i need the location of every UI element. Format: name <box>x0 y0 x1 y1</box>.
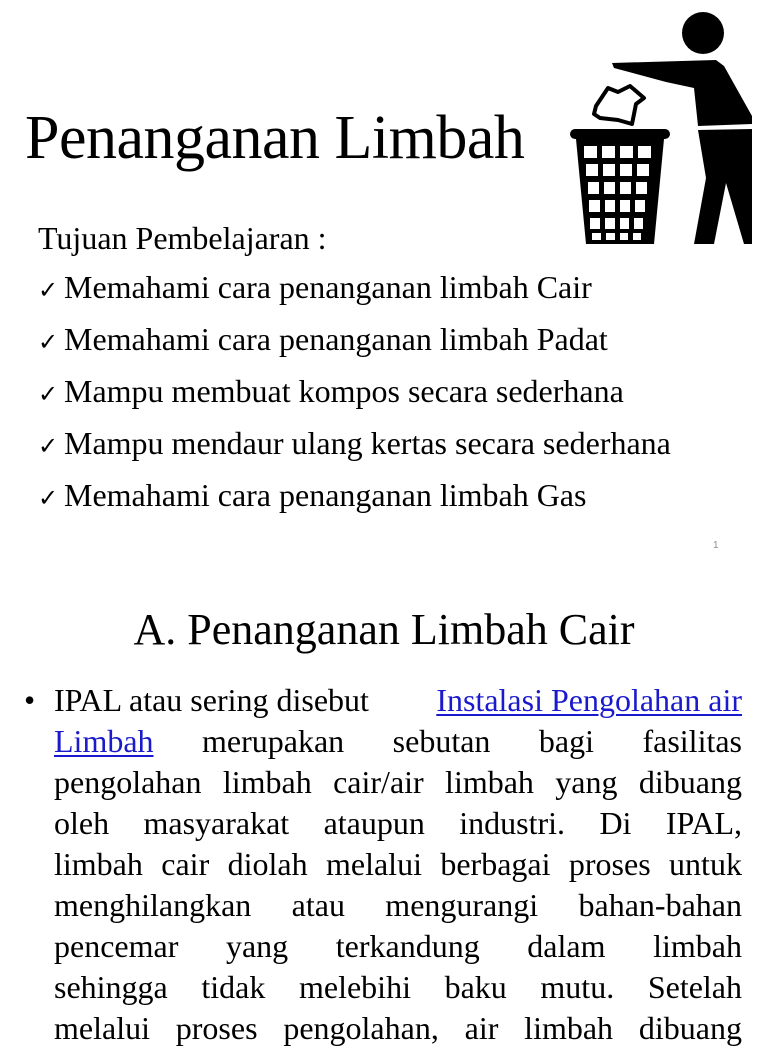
checkmark-icon: ✓ <box>38 328 59 356</box>
word: sebutan <box>392 723 491 759</box>
objective-text: Memahami cara penanganan limbah Padat <box>64 321 608 357</box>
word: melebihi <box>298 969 411 1005</box>
checkmark-icon: ✓ <box>38 380 59 408</box>
word: pengolahan, <box>283 1010 439 1046</box>
word: mengurangi <box>385 887 539 923</box>
word: Di <box>599 805 632 841</box>
paragraph-line <box>54 967 742 1008</box>
word: ataupun <box>323 805 425 841</box>
ipal-link[interactable]: Instalasi Pengolahan air <box>436 682 742 718</box>
objective-text: Memahami cara penanganan limbah Gas <box>64 477 587 513</box>
objective-text: Memahami cara penanganan limbah Cair <box>64 269 592 305</box>
paragraph-line <box>54 762 742 803</box>
word: dibuang <box>638 1010 742 1046</box>
checkmark-icon: ✓ <box>38 484 59 512</box>
word: dibuang <box>638 764 742 800</box>
word: IPAL, <box>665 805 742 841</box>
learning-objectives <box>38 214 671 523</box>
paragraph-line <box>54 680 742 721</box>
word: diolah <box>227 846 308 882</box>
slide-title: Penanganan Limbah <box>25 104 525 172</box>
objective-text: Mampu membuat kompos secara sederhana <box>64 373 624 409</box>
section-title: A. Penanganan Limbah Cair <box>133 605 635 654</box>
word: limbah <box>445 764 534 800</box>
word: untuk <box>669 846 742 882</box>
objective-item <box>38 367 671 419</box>
paragraph-line-clipped <box>54 1008 742 1049</box>
checkmark-icon: ✓ <box>38 276 59 304</box>
word: oleh <box>54 805 110 841</box>
word: proses <box>568 846 651 882</box>
objective-item <box>38 263 671 315</box>
word: atau <box>291 887 345 923</box>
word: tidak <box>201 969 266 1005</box>
word: cair <box>161 846 210 882</box>
word: fasilitas <box>642 723 742 759</box>
word: baku <box>444 969 507 1005</box>
checkmark-icon: ✓ <box>38 432 59 460</box>
word: merupakan <box>202 723 345 759</box>
objective-text: Mampu mendaur ulang kertas secara sederhana <box>64 425 671 461</box>
text-run: IPAL atau sering disebut <box>54 682 369 718</box>
ipal-link-continued[interactable]: Limbah <box>54 723 154 759</box>
word: dalam <box>527 928 606 964</box>
word: yang <box>225 928 289 964</box>
word: mutu. <box>540 969 615 1005</box>
slide-2 <box>0 570 768 1046</box>
word: masyarakat <box>143 805 290 841</box>
word: limbah <box>222 764 312 800</box>
page-number: 1 <box>713 540 719 551</box>
word: melalui <box>325 846 422 882</box>
bullet-icon: • <box>24 682 36 718</box>
paragraph-line <box>54 844 742 885</box>
bullet-paragraph <box>24 680 742 1049</box>
word: proses <box>175 1010 258 1046</box>
word: bahan-bahan <box>578 887 742 923</box>
objectives-heading: Tujuan Pembelajaran : <box>38 220 327 256</box>
word: industri. <box>459 805 566 841</box>
objective-item <box>38 471 671 523</box>
word: Setelah <box>647 969 742 1005</box>
word: terkandung <box>335 928 480 964</box>
objective-item <box>38 315 671 367</box>
objective-item <box>38 419 671 471</box>
word: limbah <box>653 928 742 964</box>
word: pengolahan <box>54 764 202 800</box>
word: limbah <box>54 846 143 882</box>
paragraph-line <box>54 803 742 844</box>
paragraph-line <box>54 721 742 762</box>
word: menghilangkan <box>54 887 252 923</box>
paragraph-line <box>54 885 742 926</box>
word: pencemar <box>54 928 179 964</box>
word: sehingga <box>54 969 168 1005</box>
word: berbagai <box>440 846 551 882</box>
word: air <box>464 1010 499 1046</box>
word: bagi <box>538 723 594 759</box>
word: yang <box>555 764 618 800</box>
word: limbah <box>524 1010 614 1046</box>
word: cair/air <box>333 764 424 800</box>
paragraph-text <box>54 680 742 1049</box>
paragraph-line <box>54 926 742 967</box>
word: melalui <box>54 1010 150 1046</box>
